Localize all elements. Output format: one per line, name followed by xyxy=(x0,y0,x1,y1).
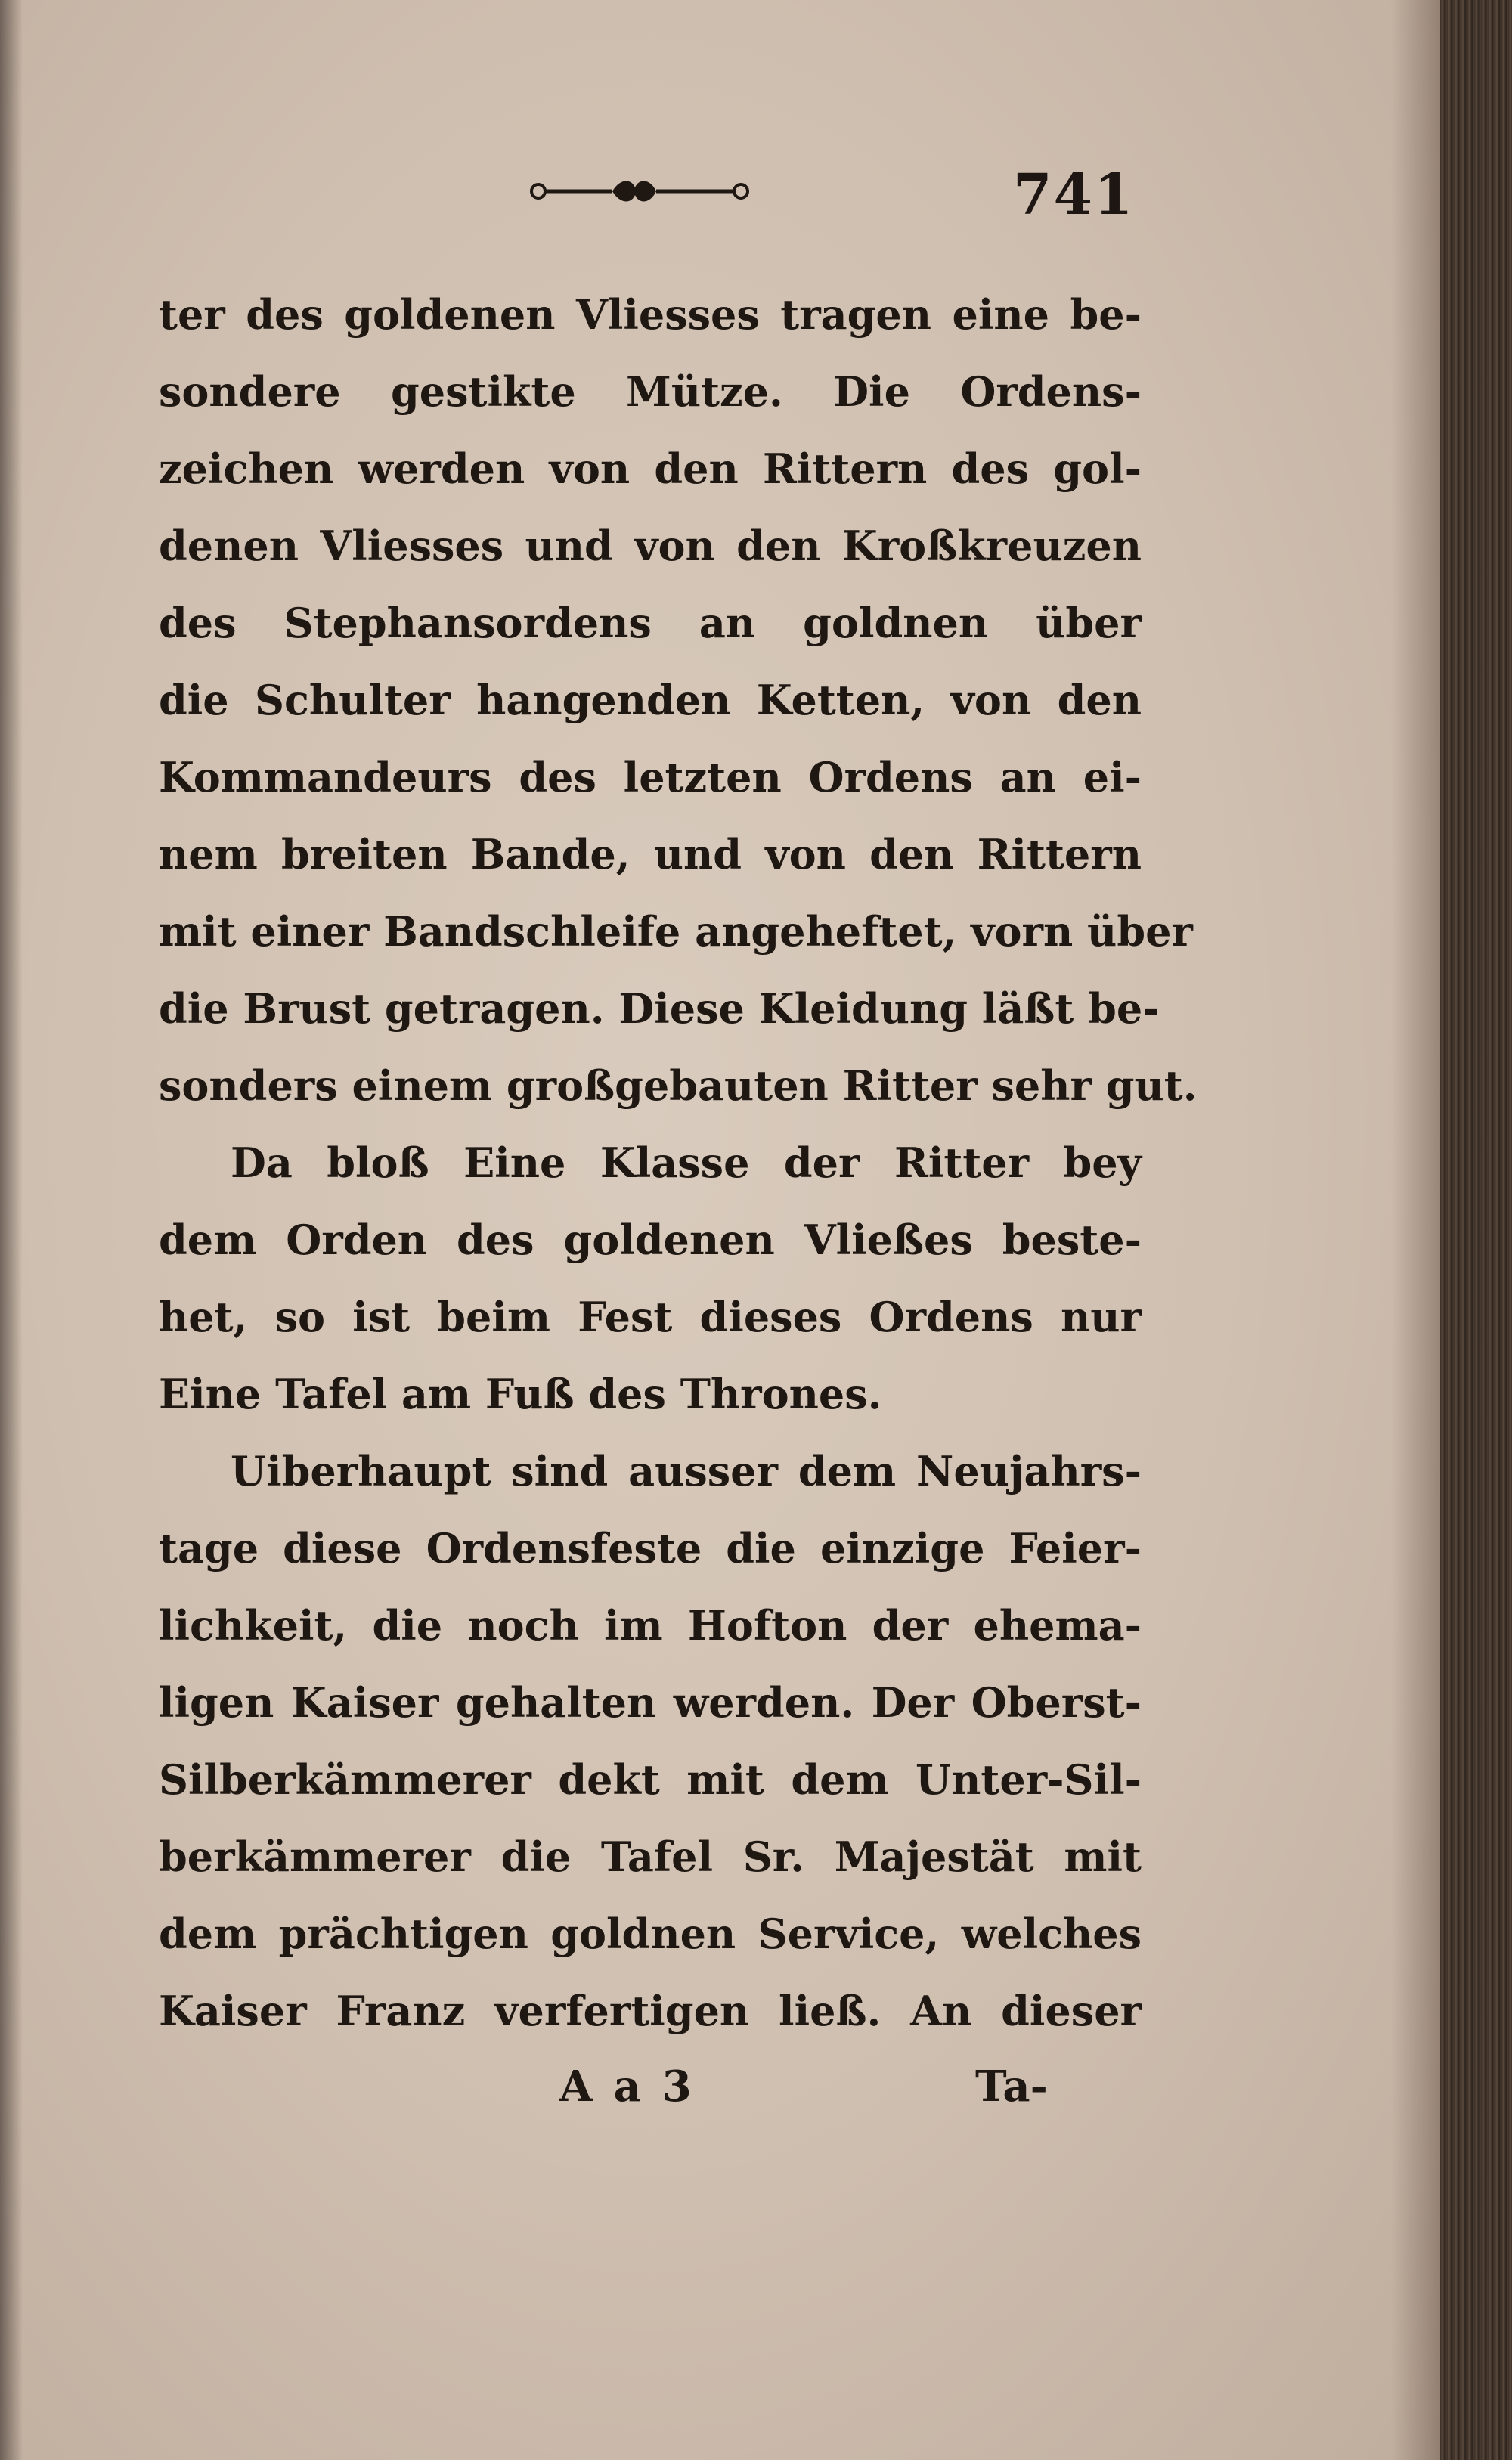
text-line: Da bloß Eine Klasse der Ritter bey xyxy=(231,1139,1142,1187)
text-line: tage diese Ordensfeste die einzige Feier- xyxy=(159,1524,1142,1572)
text-line: Eine Tafel am Fuß des Thrones. xyxy=(159,1370,882,1418)
text-line: ter des goldenen Vliesses tragen eine be- xyxy=(159,290,1142,339)
text-line: ligen Kaiser gehalten werden. Der Oberst- xyxy=(159,1678,1142,1727)
book-block-edge xyxy=(1440,0,1512,2460)
gutter-shadow xyxy=(0,0,23,2460)
text-line: dem prächtigen goldnen Service, welches xyxy=(159,1910,1142,1958)
text-line: sonders einem großgebauten Ritter sehr gut. xyxy=(159,1061,1198,1110)
body-text xyxy=(159,276,1198,2049)
text-line: nem breiten Bande, und von den Rittern xyxy=(159,830,1142,878)
catchword: Ta- xyxy=(975,2062,1048,2111)
text-line: Uiberhaupt sind ausser dem Neujahrs- xyxy=(231,1447,1142,1495)
text-line: mit einer Bandschleife angeheftet, vorn über xyxy=(159,907,1193,956)
page-number: 741 xyxy=(1013,163,1135,228)
text-line: het, so ist beim Fest dieses Ordens nur xyxy=(159,1293,1142,1341)
text-line: Silberkämmerer dekt mit dem Unter-Sil- xyxy=(159,1755,1142,1804)
text-line: Kaiser Franz verfertigen ließ. An dieser xyxy=(159,1987,1142,2035)
text-line: die Schulter hangenden Ketten, von den xyxy=(159,676,1142,724)
text-line: dem Orden des goldenen Vließes beste- xyxy=(159,1216,1142,1264)
text-line: denen Vliesses und von den Kroßkreuzen xyxy=(159,522,1142,570)
text-line: berkämmerer die Tafel Sr. Majestät mit xyxy=(159,1833,1142,1881)
text-line: sondere gestikte Mütze. Die Ordens- xyxy=(159,367,1142,416)
text-line: lichkeit, die noch im Hofton der ehema- xyxy=(159,1601,1142,1650)
text-line: die Brust getragen. Diese Kleidung läßt be- xyxy=(159,984,1160,1033)
printer-signature: Aa3 xyxy=(559,2062,713,2111)
header-ornament xyxy=(529,172,756,210)
text-line: des Stephansordens an goldnen über xyxy=(159,599,1142,647)
text-line: Kommandeurs des letzten Ordens an ei- xyxy=(159,753,1142,801)
page-edge-shadow xyxy=(1391,0,1440,2460)
text-line: zeichen werden von den Rittern des gol- xyxy=(159,445,1142,493)
